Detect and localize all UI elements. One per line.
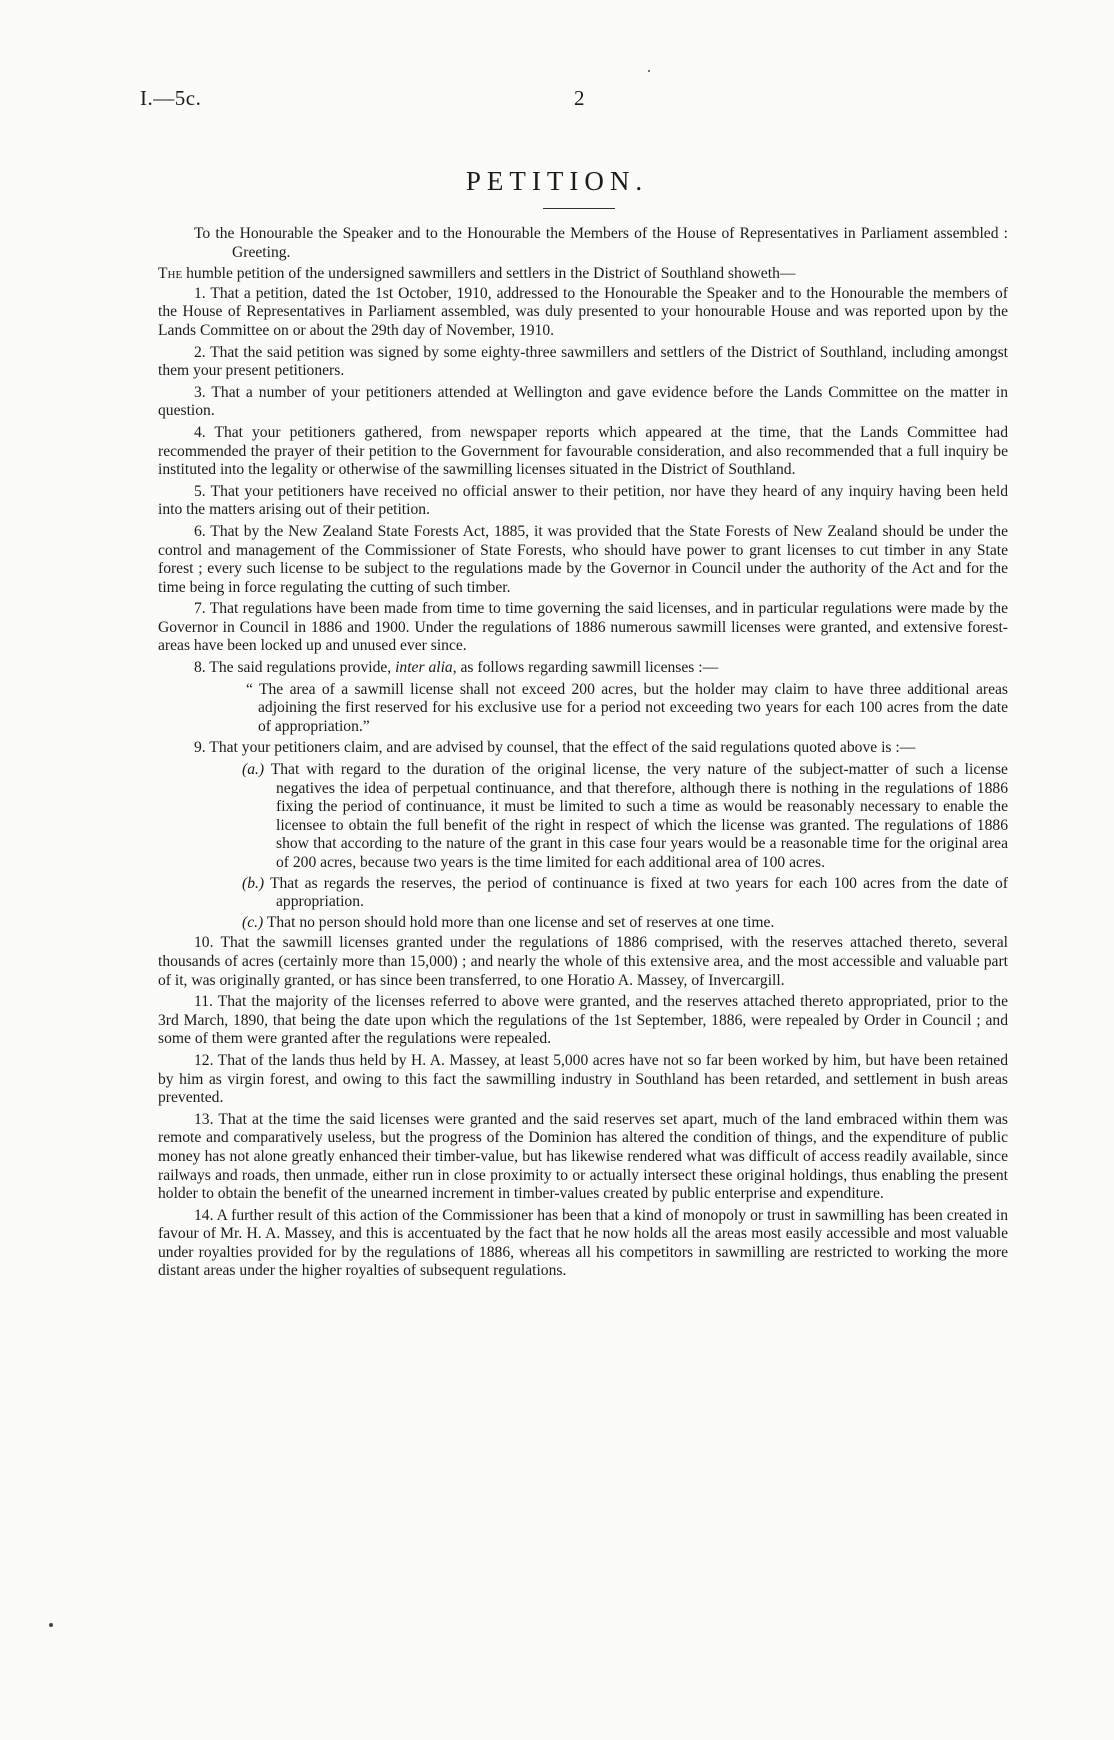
- document-reference: I.—5c.: [140, 86, 202, 110]
- petition-body: [158, 225, 1008, 1281]
- regulation-quote: “ The area of a sawmill license shall not exceed 200 acres, but the holder may claim to have three additional areas adjoining the first reserved for his exclusive use for a period not exceeding two years for each 100 acres from the date of appropriation.”: [246, 680, 1008, 735]
- opening-smallcaps: The: [158, 265, 183, 283]
- page-title: PETITION.: [465, 166, 649, 196]
- subclause-text: That as regards the reserves, the period of continuance is fixed at two years for each 100 acres from the date of appropriation.: [269, 874, 1008, 911]
- paragraph: 14. A further result of this action of the Commissioner has been that a kind of monopoly or trust in sawmilling has been created in favour of Mr. H. A. Massey, and this is accentuated by the fact that he now holds all the areas most easily accessible and most valuable under royalties provided for by the regulations of 1886, whereas all his competitors in sawmilling are restricted to working the more distant areas under the higher royalties of subsequent regulations.: [158, 1206, 1008, 1280]
- subclause-a: [158, 761, 1008, 873]
- paragraph: 3. That a number of your petitioners attended at Wellington and gave evidence before the Lands Committee on the matter in question.: [158, 383, 1008, 420]
- paragraph: 2. That the said petition was signed by some eighty-three sawmillers and settlers of the District of Southland, including amongst them your present petitioners.: [158, 343, 1008, 380]
- title-rule: [543, 208, 615, 209]
- paragraph: 10. That the sawmill licenses granted under the regulations of 1886 comprised, with the reserves attached thereto, several thousands of acres (certainly more than 15,000) ; and nearly the whole of this extensive area, and the most accessible and valuable part of it, was originally granted, or has since been transferred, to one Horatio A. Massey, of Invercargill.: [158, 934, 1008, 989]
- subclause-label: (a.): [242, 761, 265, 779]
- paragraph: 5. That your petitioners have received no official answer to their petition, nor have they heard of any inquiry having been held into the matters arising out of their petition.: [158, 482, 1008, 519]
- paragraph-8-after: , as follows regarding sawmill licenses :—: [452, 659, 719, 677]
- opening-line: [158, 265, 1008, 284]
- paragraph: 1. That a petition, dated the 1st October, 1910, addressed to the Honourable the Speaker and to the Honourable the members of the House of Representatives in Parliament assembled, was duly presented to your honourable House and was reported upon by the Lands Committee on or about the 29th day of November, 1910.: [158, 284, 1008, 339]
- paragraph-9: 9. That your petitioners claim, and are advised by counsel, that the effect of the said regulations quoted above is :—: [194, 739, 916, 757]
- subclause-text: That no person should hold more than one license and set of reserves at one time.: [266, 913, 775, 931]
- address-line: To the Honourable the Speaker and to the Honourable the Members of the House of Representatives in Parliament assembled : Greeting.: [194, 225, 1008, 261]
- subclause-label: (b.): [242, 874, 265, 892]
- subclause-text: That with regard to the duration of the original license, the very nature of the subject-matter of such a license negatives the idea of perpetual continuance, and that therefore, although there is nothing in the regulations of 1886 fixing the period of continuance, it must be limited to such a time as would be reasonably necessary to enable the licensee to obtain the full benefit of the right in respect of which the license was granted. The regulations of 1886 show that according to the nature of the grant in this case four years would be a reasonable time for the original area of 200 acres, because two years is the time limited for each additional area of 100 acres.: [270, 761, 1008, 871]
- subclause-c: [158, 914, 1008, 933]
- paragraph-8: [158, 659, 1008, 678]
- subclause-label: (c.): [242, 913, 264, 931]
- paragraph: 4. That your petitioners gathered, from newspaper reports which appeared at the time, that the Lands Committee had recommended the prayer of their petition to the Government for favourable consideration, and also recommended that a full inquiry be instituted into the legality or otherwise of the sawmilling licenses situated in the District of Southland.: [158, 423, 1008, 479]
- subclause-b: [158, 875, 1008, 912]
- paragraph: 7. That regulations have been made from time to time governing the said licenses, and in particular regulations were made by the Governor in Council in 1886 and 1900. Under the regulations of 1886 numerous sawmill licenses were granted, and extensive forest-areas have been locked up and unused ever since.: [158, 600, 1008, 655]
- page-number: 2: [574, 86, 585, 110]
- paragraph-8-italic: inter alia: [395, 659, 453, 677]
- paragraph: 12. That of the lands thus held by H. A. Massey, at least 5,000 acres have not so far been worked by him, but have been retained by him as virgin forest, and owing to this fact the sawmilling industry in Southland has been retarded, and settlement in bush areas prevented.: [158, 1051, 1008, 1107]
- scan-speck: [49, 1623, 53, 1627]
- scan-speck: [648, 70, 650, 72]
- paragraph-8-before: 8. The said regulations provide,: [194, 659, 396, 677]
- paragraph: 13. That at the time the said licenses were granted and the said reserves set apart, much of the land embraced within them was remote and comparatively useless, but the progress of the Dominion has altered the condition of things, and the expenditure of public money has not alone greatly enhanced their timber-value, but has likewise rendered what was difficult of access readily available, since railways and roads, then unmade, either run in close proximity to or actually intersect these original holdings, thus enabling the present holder to obtain the benefit of the unearned increment in timber-values created by public enterprise and expenditure.: [158, 1110, 1008, 1203]
- paragraph: 6. That by the New Zealand State Forests Act, 1885, it was provided that the State Forests of New Zealand should be under the control and management of the Commissioner of State Forests, who should have power to grant licenses to cut timber in any State forest ; every such license to be subject to the regulations made by the Governor in Council under the authority of the Act and for the time being in force regulating the cutting of such timber.: [158, 522, 1008, 596]
- paragraph: 11. That the majority of the licenses referred to above were granted, and the reserves attached thereto appropriated, prior to the 3rd March, 1890, that being the date upon which the regulations of the 1st September, 1886, were repealed by Order in Council ; and some of them were granted after the regulations were repealed.: [158, 993, 1008, 1048]
- opening-text: humble petition of the undersigned sawmillers and settlers in the District of Southland showeth—: [182, 265, 796, 283]
